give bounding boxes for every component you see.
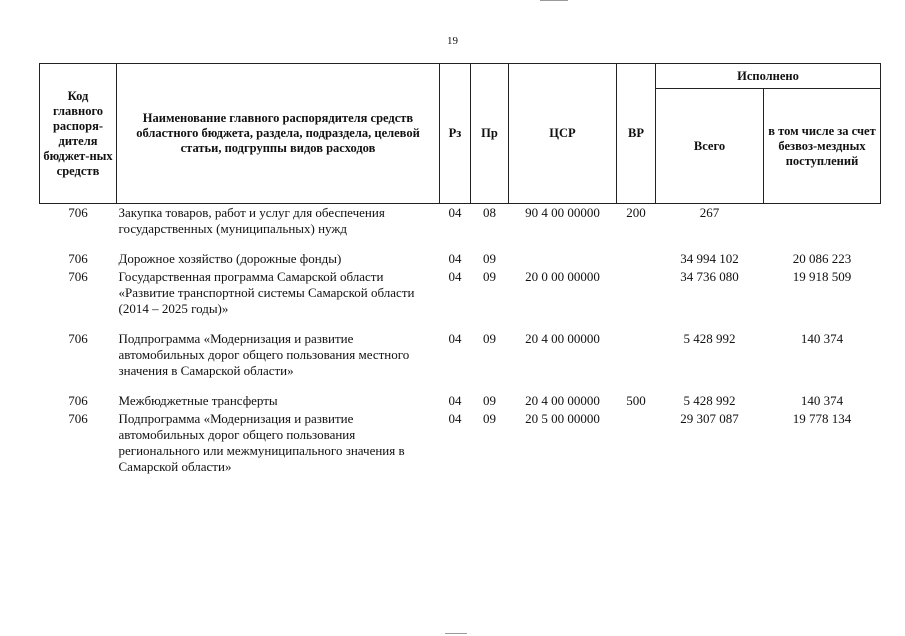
header-free: в том числе за счет безвоз-мездных поступлений	[764, 89, 881, 204]
cell-code: 706	[68, 251, 88, 266]
cell-total: 267	[699, 205, 720, 220]
cell-total: 5 428 992	[683, 393, 736, 408]
cell-free: 19 918 509	[792, 269, 852, 284]
cell-name: Подпрограмма «Модернизация и развитие автомобильных дорог общего пользования местного значения в Самарской области»	[118, 331, 410, 378]
scan-artifact	[540, 0, 568, 1]
table-header	[40, 64, 881, 204]
cell-vr	[617, 269, 656, 331]
cell-rz: 04	[448, 411, 462, 426]
cell-free: 140 374	[800, 331, 844, 346]
cell-code: 706	[68, 269, 88, 284]
header-pr: Пр	[471, 64, 509, 204]
scan-artifact	[445, 633, 467, 634]
table-row	[40, 251, 881, 269]
header-executed: Исполнено	[656, 64, 881, 89]
cell-csr: 90 4 00 00000	[525, 205, 600, 220]
cell-vr: 200	[626, 205, 646, 220]
cell-csr: 20 5 00 00000	[525, 411, 600, 426]
cell-rz: 04	[448, 205, 462, 220]
header-name: Наименование главного распорядителя средств областного бюджета, раздела, подраздела, целевой статьи, подгруппы видов расходов	[117, 64, 440, 204]
header-rz: Рз	[440, 64, 471, 204]
cell-rz: 04	[448, 393, 462, 408]
header-csr: ЦСР	[509, 64, 617, 204]
cell-pr: 09	[483, 251, 496, 266]
cell-rz: 04	[448, 269, 462, 284]
cell-pr: 09	[483, 269, 496, 284]
table-row	[40, 411, 881, 489]
cell-free	[764, 204, 881, 252]
cell-total: 34 994 102	[680, 251, 739, 266]
cell-code: 706	[68, 393, 88, 408]
budget-table	[39, 63, 881, 489]
cell-csr	[509, 251, 617, 269]
cell-pr: 09	[483, 393, 496, 408]
cell-rz: 04	[448, 331, 462, 346]
cell-total: 34 736 080	[680, 269, 739, 284]
cell-name: Дорожное хозяйство (дорожные фонды)	[118, 251, 342, 266]
table-row	[40, 393, 881, 411]
cell-pr: 09	[483, 411, 496, 426]
cell-name: Государственная программа Самарской области «Развитие транспортной системы Самарской области (2014 – 2025 годы)»	[118, 269, 415, 316]
cell-rz: 04	[448, 251, 462, 266]
cell-pr: 09	[483, 331, 496, 346]
cell-free: 140 374	[800, 393, 844, 408]
cell-free: 20 086 223	[792, 251, 852, 266]
cell-csr: 20 4 00 00000	[525, 331, 600, 346]
header-code: Код главного распоря-дителя бюджет-ных средств	[40, 64, 117, 204]
cell-vr	[617, 331, 656, 393]
header-vr: ВР	[617, 64, 656, 204]
table-row	[40, 269, 881, 331]
cell-free: 19 778 134	[792, 411, 852, 426]
table-row	[40, 204, 881, 252]
cell-total: 29 307 087	[680, 411, 739, 426]
table-body	[40, 204, 881, 490]
cell-name: Закупка товаров, работ и услуг для обеспечения государственных (муниципальных) нужд	[118, 205, 385, 236]
cell-vr	[617, 411, 656, 489]
cell-vr: 500	[626, 393, 646, 408]
cell-csr: 20 4 00 00000	[525, 393, 600, 408]
table-row	[40, 331, 881, 393]
header-total: Всего	[656, 89, 764, 204]
cell-code: 706	[68, 411, 88, 426]
cell-total: 5 428 992	[683, 331, 736, 346]
cell-code: 706	[68, 205, 88, 220]
cell-csr: 20 0 00 00000	[525, 269, 600, 284]
page-number: 19	[447, 35, 458, 47]
cell-pr: 08	[483, 205, 496, 220]
cell-name: Межбюджетные трансферты	[118, 393, 278, 408]
cell-code: 706	[68, 331, 88, 346]
cell-vr	[617, 251, 656, 269]
cell-name: Подпрограмма «Модернизация и развитие автомобильных дорог общего пользования регионального или межмуниципального значения в Самарской области»	[118, 411, 405, 474]
